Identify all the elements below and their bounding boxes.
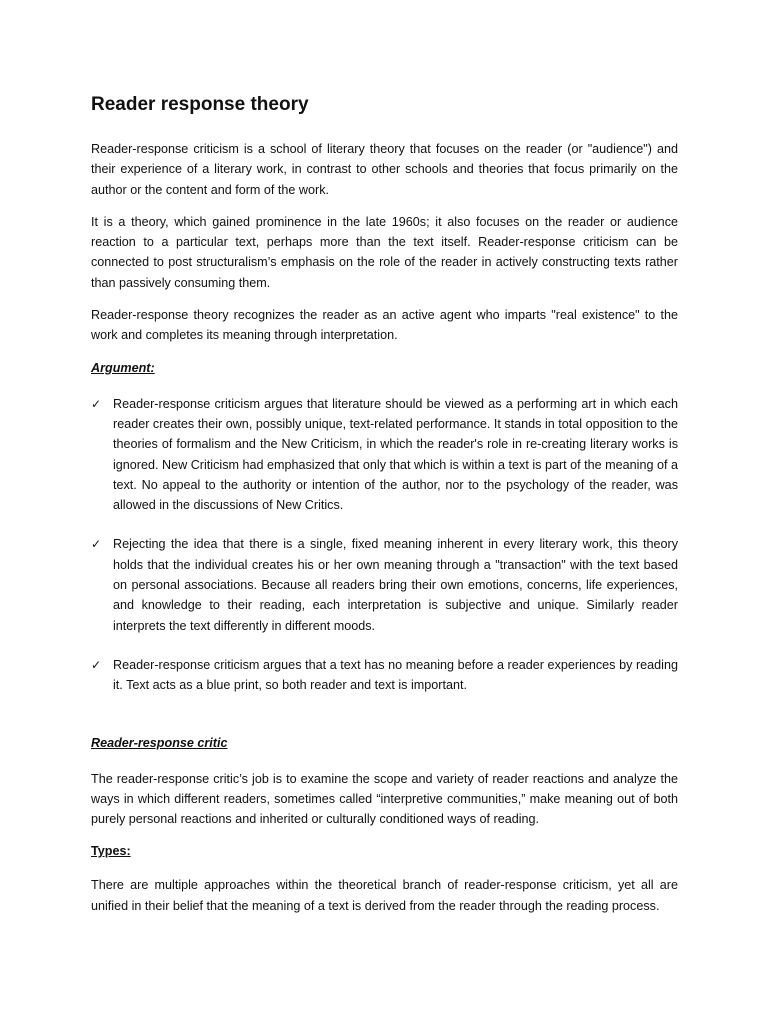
types-paragraph: There are multiple approaches within the theoretical branch of reader-response criticism, yet all are unified in their belief that the meaning of a text is derived from the reader through the reading process. [91, 878, 678, 913]
list-item [91, 534, 678, 635]
page-title: Reader response theory [91, 94, 309, 115]
intro-paragraph-3: Reader-response theory recognizes the reader as an active agent who imparts "real existence" to the work and completes its meaning through interpretation. [91, 308, 678, 343]
checkmark-icon: ✓ [91, 396, 102, 411]
critic-paragraph: The reader-response critic’s job is to examine the scope and variety of reader reactions and analyze the ways in which different readers, sometimes called “interpretive communities,” make meaning out of both purely personal reactions and inherited or culturally conditioned ways of reading. [91, 771, 678, 827]
argument-bullet-2: Rejecting the idea that there is a single, fixed meaning inherent in every literary work, this theory holds that the individual creates his or her own meaning through a "transaction" with the text based on personal associations. Because all readers bring their own emotions, concerns, life experiences, and knowledge to their reading, each interpretation is subjective and unique. Similarly reader interprets the text differently in different moods. [113, 537, 678, 633]
argument-list [91, 394, 678, 696]
argument-heading: Argument: [91, 360, 155, 375]
critic-heading: Reader-response critic [91, 735, 228, 750]
types-heading: Types: [91, 844, 131, 859]
checkmark-icon: ✓ [91, 657, 102, 672]
intro-paragraph-2: It is a theory, which gained prominence in the late 1960s; it also focuses on the reader or audience reaction to a particular text, perhaps more than the text itself. Reader-response criticism can be connected to post structuralism’s emphasis on the role of the reader in actively constructing texts rather than passively consuming them. [91, 214, 678, 290]
list-item [91, 394, 678, 516]
intro-paragraph-1: Reader-response criticism is a school of literary theory that focuses on the reader (or "audience") and their experience of a literary work, in contrast to other schools and theories that focus primarily on the author or the content and form of the work. [91, 142, 678, 197]
list-item [91, 655, 678, 696]
checkmark-icon: ✓ [91, 537, 102, 552]
argument-bullet-1: Reader-response criticism argues that literature should be viewed as a performing art in which each reader creates their own, possibly unique, text-related performance. It stands in total opposition to the theories of formalism and the New Criticism, in which the reader's role in re-creating literary works is ignored. New Criticism had emphasized that only that which is within a text is part of the meaning of a text. No appeal to the authority or intention of the author, nor to the psychology of the reader, was allowed in the discussions of New Critics. [113, 396, 678, 513]
section-spacer [91, 715, 678, 733]
argument-bullet-3: Reader-response criticism argues that a text has no meaning before a reader experiences by reading it. Text acts as a blue print, so both reader and text is important. [113, 657, 678, 693]
